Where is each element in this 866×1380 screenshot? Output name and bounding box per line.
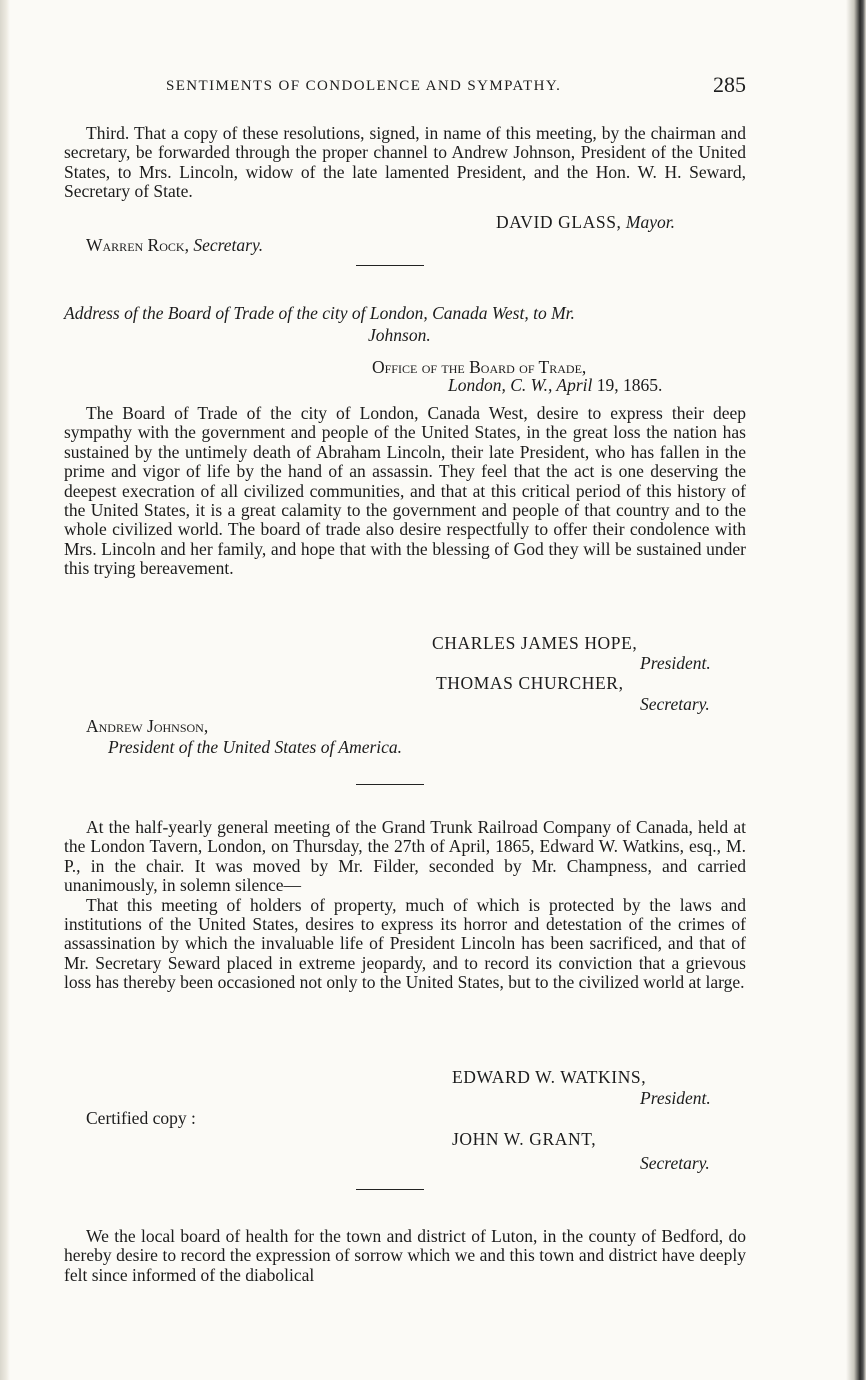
signature-grant-name: JOHN W. GRANT, [452, 1129, 597, 1149]
certified-copy: Certified copy : [86, 1108, 196, 1128]
page-binding-edge [846, 0, 866, 1380]
board-of-trade-address: The Board of Trade of the city of London, Canada West, desire to express their deep sympathy with the government and people of the United States, in the great loss the nation has sustained by the untimely death of Abraham Lincoln, their late President, who has fallen in the prime and vigor of life by the hand of an assassin. They feel that the act is one deserving the deepest execration of all civilized communities, and that at this critical period of this history of the United States, it is a great calamity to the government and people of that country and to the whole civilized world. The board of trade also desire respectfully to offer their condolence with Mrs. Lincoln and her family, and hope that with the blessing of God they will be sustained under this trying bereavement. [64, 403, 746, 579]
address-title-line-1: Address of the Board of Trade of the city of London, Canada West, to Mr. [64, 303, 575, 323]
resolution-paragraph: Third. That a copy of these resolutions, signed, in name of this meeting, by the chairman and secretary, be forwarded through the proper channel to Andrew Johnson, President of the United States, to Mrs. Lincoln, widow of the late lamented President, and the Hon. W. H. Seward, Secretary of State. [64, 123, 746, 202]
address-title-line-2: Johnson. [368, 325, 431, 345]
grand-trunk-meeting [64, 818, 746, 993]
secretary-title: Secretary. [193, 235, 264, 255]
page-number: 285 [713, 72, 746, 97]
signature-grant-title: Secretary. [640, 1153, 710, 1173]
addressee-title: President of the United States of America. [108, 737, 403, 757]
signature-secretary [86, 236, 263, 255]
resolution-paragraph: That this meeting of holders of property, much of which is protected by the laws and institutions of the United States, desires to express its horror and detestation of the crimes of assassination by which the invaluable life of President Lincoln has been sacrificed, and that of Mr. Secretary Seward placed in extreme jeopardy, and to record its conviction that a grievous loss has thereby been occasioned not only to the United States, but to the civilized world at large. [64, 894, 746, 993]
signature-watkins-title: President. [640, 1088, 711, 1108]
signature-president-name: CHARLES JAMES HOPE, [432, 633, 638, 653]
signature-secretary-name: THOMAS CHURCHER, [436, 673, 624, 693]
signer-name: DAVID GLASS, [496, 212, 622, 232]
secretary-name: Warren Rock, [86, 235, 189, 255]
signature-watkins-name: EDWARD W. WATKINS, [452, 1067, 647, 1087]
luton-board-paragraph: We the local board of health for the town and district of Luton, in the county of Bedford, do hereby desire to record the expression of sorrow which we and this town and district have deeply felt since informed of the diabolical [64, 1226, 746, 1285]
place-date: London, C. W., April 19, 1865. [448, 375, 663, 395]
meeting-paragraph: At the half-yearly general meeting of the Grand Trunk Railroad Company of Canada, held at the London Tavern, London, on Thursday, the 27th of April, 1865, Edward W. Watkins, esq., M. P., in the chair. It was moved by Mr. Filder, seconded by Mr. Champness, and carried unanimously, in solemn silence— [64, 817, 746, 896]
office-heading: Office of the Board of Trade, [372, 357, 587, 377]
section-divider [356, 265, 424, 266]
signature-mayor [496, 213, 675, 232]
signature-secretary-title: Secretary. [640, 694, 710, 714]
page-left-edge [0, 0, 10, 1380]
page-header [64, 72, 746, 98]
running-head: SENTIMENTS OF CONDOLENCE AND SYMPATHY. [166, 78, 562, 94]
section-divider [356, 784, 424, 785]
signer-title: Mayor. [625, 212, 675, 232]
section-divider [356, 1189, 424, 1190]
signature-president-title: President. [640, 653, 711, 673]
addressee-name: Andrew Johnson, [86, 716, 209, 736]
